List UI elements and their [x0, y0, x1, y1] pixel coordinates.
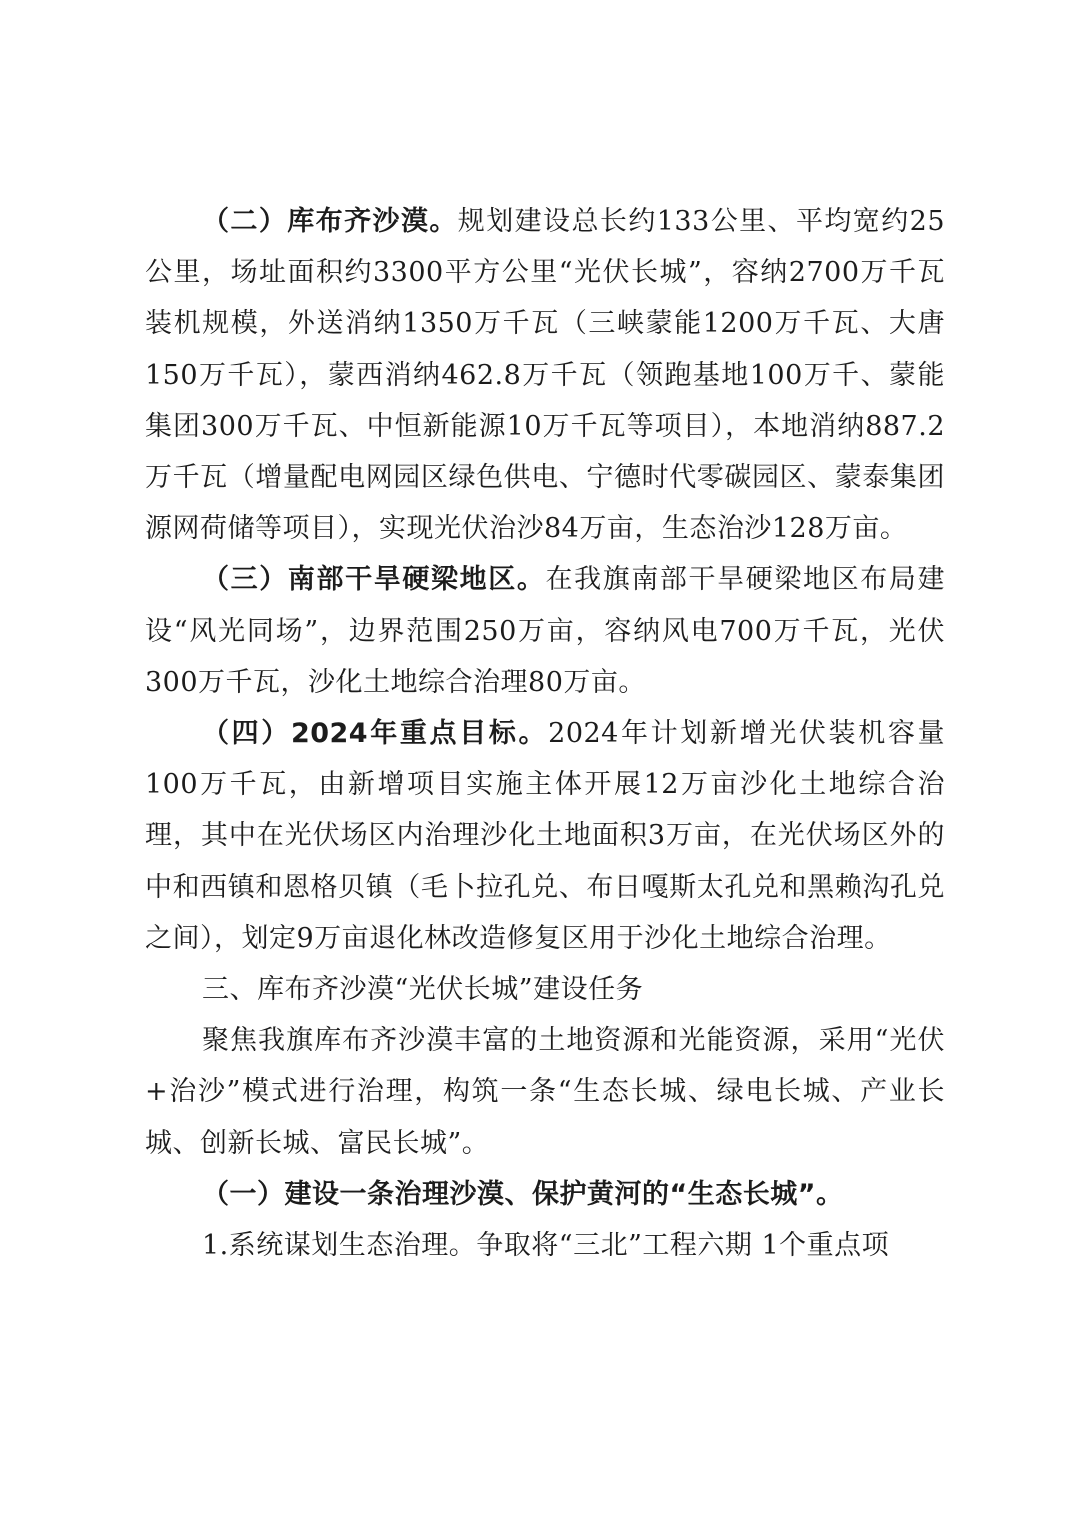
paragraph-text: 1.系统谋划生态治理。争取将“三北”工程六期 1个重点项: [202, 1230, 890, 1262]
document-body: [145, 196, 945, 1271]
paragraph-kubuqi-desert: [145, 196, 945, 554]
paragraph-ecological-governance: [145, 1220, 945, 1271]
paragraph-text: 聚焦我旗库布齐沙漠丰富的土地资源和光能资源，采用“光伏+治沙”模式进行治理，构筑一条“生态长城、绿电长城、产业长城、创新长城、富民长城”。: [145, 1025, 945, 1159]
paragraph-text: 规划建设总长约133公里、平均宽约25公里，场址面积约3300平方公里“光伏长城”，容纳2700万千瓦装机规模，外送消纳1350万千瓦（三峡蒙能1200万千瓦、大唐150万千瓦），蒙西消纳462.8万千瓦（领跑基地100万千、蒙能集团300万千瓦、中恒新能源10万千瓦等项目），本地消纳887.2万千瓦（增量配电网园区绿色供电、宁德时代零碳园区、蒙泰集团源网荷储等项目），实现光伏治沙84万亩，生态治沙128万亩。: [145, 206, 946, 545]
paragraph-text: 2024年计划新增光伏装机容量100万千瓦，由新增项目实施主体开展12万亩沙化土地综合治理，其中在光伏场区内治理沙化土地面积3万亩，在光伏场区外的中和西镇和恩格贝镇（毛卜拉孔兑、布日嘎斯太孔兑和黑赖沟孔兑之间），划定9万亩退化林改造修复区用于沙化土地综合治理。: [145, 718, 945, 954]
paragraph-pv-sand-control-model: [145, 1015, 945, 1169]
paragraph-text: 在我旗南部干旱硬梁地区布局建设“风光同场”，边界范围250万亩，容纳风电700万千瓦，光伏300万千瓦，沙化土地综合治理80万亩。: [145, 564, 946, 698]
paragraph-heading: （四）2024年重点目标。: [202, 718, 549, 750]
paragraph-heading: （一）建设一条治理沙漠、保护黄河的“生态长城”。: [202, 1178, 844, 1210]
paragraph-heading: （三）南部干旱硬梁地区。: [202, 564, 546, 596]
section-heading-text: 三、库布齐沙漠“光伏长城”建设任务: [202, 974, 644, 1006]
section-heading-construction-tasks: [145, 964, 945, 1015]
paragraph-2024-targets: [145, 708, 945, 964]
paragraph-heading: （二）库布齐沙漠。: [202, 206, 458, 237]
subheading-ecological-great-wall: [145, 1169, 945, 1220]
paragraph-southern-arid-area: [145, 554, 945, 708]
